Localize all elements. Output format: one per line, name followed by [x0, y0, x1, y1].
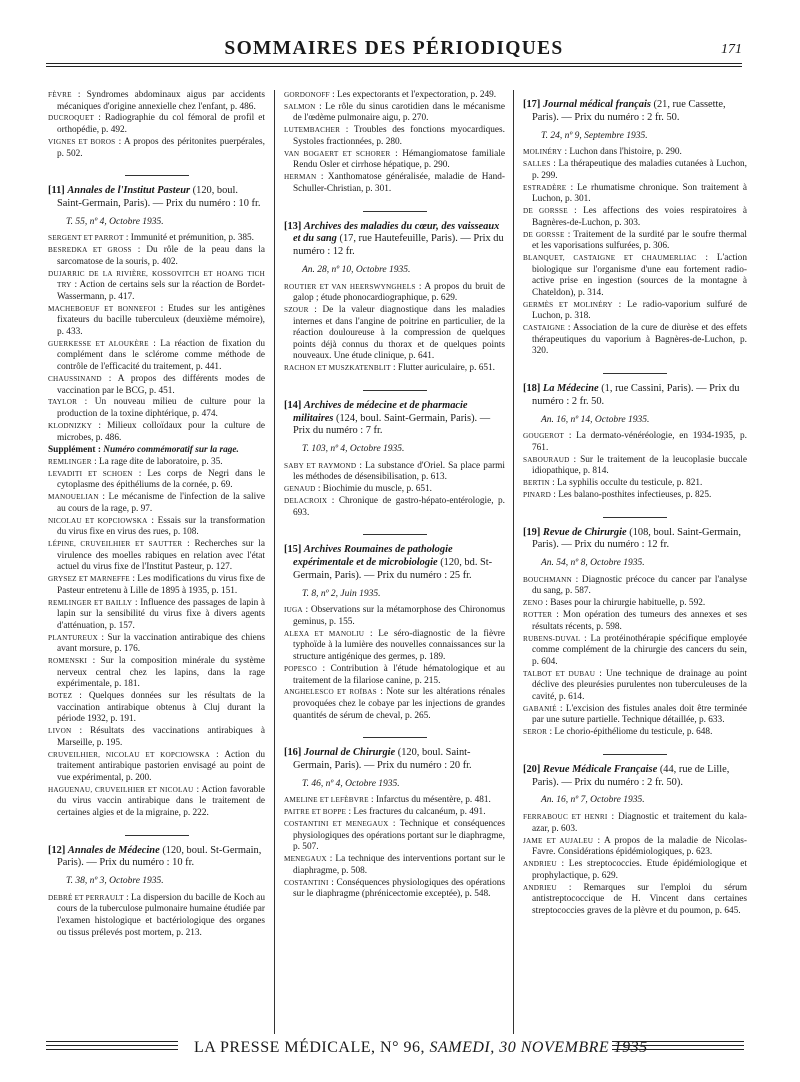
article-authors: LÉPINE, CRUVEILHIER ET SAUTTER [48, 540, 183, 549]
article-title: : Remarques sur l'emploi du sérum antistreptococcique de H. Vincent dans certaines streptococcies graves de la plèvre et du poumon, p. 645. [532, 882, 747, 916]
article-authors: FERRABOUC ET HENRI [523, 813, 608, 822]
article-entry [523, 575, 747, 598]
article-entry [284, 363, 505, 375]
article-title: : Le séro-diagnostic de la fièvre typhoïde à la lumière des nouvelles connaissances sur la structure antigénique des germes, p. 189. [293, 628, 505, 663]
article-entry [523, 859, 747, 882]
journal-number: [18] [523, 382, 541, 394]
article-authors: COSTANTINI [284, 878, 329, 887]
article-authors: AMELINE ET LEFÈBVRE [284, 796, 369, 805]
article-entry [284, 854, 505, 877]
article-title: : Hémangiomatose familiale Rendu Osler et cirrhose hépatique, p. 290. [293, 148, 505, 171]
article-entry [284, 605, 505, 628]
article-title: : Conséquences physiologiques des opérations sur le diaphragme (phrénicectomie exceptée), p. 548. [293, 877, 505, 900]
journal-address: (120, bd. St-Germain, Paris). — Prix du numéro : 25 fr. [293, 557, 493, 581]
section-separator [125, 835, 189, 836]
article-authors: DE GORSSE [523, 207, 568, 216]
journal-heading [284, 400, 505, 438]
article-title: : La rage dite de laboratoire, p. 35. [94, 456, 223, 467]
article-title: : Action du traitement antirabique pastorien envisagé au point de vue expérimental, p. 200. [57, 749, 265, 783]
article-authors: VIGNES ET BOROS [48, 137, 116, 146]
article-authors: ALEXA ET MANOLIU [284, 629, 365, 638]
page-header [46, 38, 742, 70]
journal-heading [523, 383, 747, 409]
footer-ornament-right [612, 1041, 744, 1050]
journal-address: (108, boul. Saint-Germain, Paris). — Prix du numéro : 12 fr. [532, 526, 741, 551]
column-divider [513, 90, 514, 1034]
article-title: : Quelques données sur les résultats de la vaccination antirabique obtenus à Cluj durant la période 1932, p. 191. [57, 691, 265, 725]
journal-number: [13] [284, 220, 302, 232]
article-authors: IUGA [284, 606, 303, 615]
article-authors: HAGUENAU, CRUVEILHIER ET NICOLAU [48, 785, 194, 794]
article-title: : Diagnostic précoce du cancer par l'analyse du sang, p. 587. [532, 574, 747, 597]
issue-line: T. 8, nº 2, Juin 1935. [302, 588, 381, 599]
article-title: : Un nouveau milieu de culture pour la production de la toxine diphtérique, p. 474. [57, 397, 265, 420]
article-entry [48, 397, 265, 420]
article-entry [284, 282, 505, 305]
article-authors: FÈVRE [48, 91, 72, 99]
page-number: 171 [721, 42, 742, 57]
issue-line: An. 54, nº 8, Octobre 1935. [541, 558, 645, 569]
article-entry [284, 795, 505, 807]
article-authors: ZENO [523, 599, 543, 608]
article-title: : Radiographie du col fémoral de profil et orthopédie, p. 492. [57, 113, 265, 136]
section-separator [363, 534, 427, 535]
article-entry [48, 516, 265, 539]
article-authors: GENAUD [284, 485, 316, 494]
article-authors: GABANIÉ [523, 704, 557, 713]
article-title: : La technique des interventions portant sur le diaphragme, p. 508. [293, 854, 505, 876]
article-entry [523, 478, 747, 490]
article-title: : Infarctus du mésentère, p. 481. [371, 795, 491, 806]
journal-title: Archives Roumaines de pathologie expérimentale et de microbiologie [293, 544, 453, 569]
journal-title: Revue de Chirurgie [542, 526, 627, 538]
article-entry [48, 421, 265, 444]
article-entry [284, 102, 505, 125]
article-title: : Du rôle de la peau dans la sarcomatose de la souris, p. 402. [57, 245, 265, 267]
supplement-heading [48, 445, 265, 457]
article-entry [523, 455, 747, 478]
article-title: : Troubles des fonctions myocardiques. Systoles fractionnées, p. 280. [293, 125, 505, 147]
article-title: : A propos des différents modes de vaccination par le BCG, p. 451. [57, 373, 265, 396]
journal-heading [284, 221, 505, 259]
article-authors: ESTRADÈRE [523, 183, 567, 192]
journal-number: [15] [284, 544, 302, 556]
article-title: : Diagnostic et traitement du kala-azar, p. 603. [532, 812, 747, 834]
article-authors: ANDRIEU [523, 860, 557, 869]
journal-heading [523, 99, 747, 125]
article-authors: ROMENSKI [48, 657, 88, 666]
article-authors: CRUVEILHIER, NICOLAU ET KOPCIOWSKA [48, 750, 211, 759]
article-authors: BERTIN [523, 479, 550, 488]
article-title: : Sur la composition minérale du système nerveux central chez les lapins, dans la rage expérimentale, p. 181. [57, 656, 265, 690]
article-entry [48, 339, 265, 374]
article-entry [48, 137, 265, 160]
article-entry [48, 750, 265, 785]
article-entry [48, 691, 265, 726]
issue-line: An. 28, nº 10, Octobre 1935. [302, 264, 411, 275]
journal-title: Archives de médecine et de pharmacie militaires [293, 399, 468, 424]
article-entry [284, 461, 505, 484]
article-title: : Biochimie du muscle, p. 651. [317, 484, 433, 495]
article-entry [48, 893, 265, 939]
article-authors: SEROR [523, 728, 548, 737]
issue-line: T. 46, nº 4, Octobre 1935. [302, 778, 400, 789]
column-divider [274, 90, 275, 1034]
article-title: : Le radio-vaporium sulfuré de Luchon, p. 318. [532, 299, 747, 322]
article-authors: LUTEMBACHER [284, 126, 341, 135]
article-title: : Les balano-posthites infectieuses, p. 825. [553, 490, 712, 500]
journal-address: (21, rue Cassette, Paris). — Prix du numéro : 2 fr. 50. [532, 99, 726, 123]
article-entry [523, 634, 747, 669]
article-authors: SERGENT ET PARROT [48, 234, 124, 243]
article-entry [284, 305, 505, 363]
article-title: : Les modifications du virus fixe de Pasteur entretenu à Lille de 1895 à 1935, p. 151. [57, 574, 265, 596]
page-footer [46, 1037, 744, 1065]
article-entry [48, 269, 265, 304]
journal-number: [12] [48, 844, 66, 856]
article-entry [523, 183, 747, 206]
article-title: : La syphilis occulte du testicule, p. 821. [552, 478, 703, 489]
article-title: : Les fractures du calcanéum, p. 491. [348, 807, 486, 818]
article-title: : Les streptococcies. Etude épidémiologique et prophylactique, p. 629. [532, 859, 747, 881]
journal-address: (124, boul. Saint-Germain, Paris). — Prix du numéro : 7 fr. [293, 412, 491, 437]
article-entry [48, 113, 265, 136]
article-entry [523, 300, 747, 323]
article-authors: BOTEZ [48, 692, 73, 701]
article-entry [523, 812, 747, 835]
article-authors: GERMÈS ET MOLINÉRY [523, 300, 613, 309]
article-authors: LEVADITI ET SCHOEN [48, 469, 133, 478]
article-authors: GRYSEZ ET MARNEFFE [48, 575, 130, 584]
article-entry [284, 629, 505, 664]
article-entry [523, 669, 747, 704]
section-separator [363, 737, 427, 738]
article-authors: ROTTER [523, 611, 553, 620]
article-title: : Contribution à l'étude hématologique et au traitement de la filariose canine, p. 215. [293, 663, 505, 686]
article-title: : Le rôle du sinus carotidien dans le mécanisme de l'œdème pulmonaire aigu, p. 270. [293, 101, 505, 124]
article-title: : De la valeur diagnostique dans les maladies internes et dans l'angine de poitrine en particulier, de la réaction douloureuse à la compression de quelques points déjà connus du thorax et de quelques points nouveaux. Une étude clinique, p. 641. [293, 305, 505, 362]
supplement-title: Numéro commémoratif sur la rage. [103, 445, 239, 456]
article-entry [48, 539, 265, 574]
article-title: : Flutter auriculaire, p. 651. [393, 363, 495, 374]
journal-title: Annales de Médecine [67, 844, 160, 856]
article-entry [284, 687, 505, 722]
article-entry [284, 125, 505, 148]
article-authors: SABY ET RAYMOND [284, 461, 357, 470]
column-3 [523, 90, 747, 1050]
section-separator [603, 517, 667, 518]
article-title: : Milieux colloïdaux pour la culture de microbes, p. 486. [57, 420, 265, 443]
journal-heading [523, 764, 747, 790]
article-entry [48, 304, 265, 339]
article-title: : Le mécanisme de l'infection de la salive au cours de la rage, p. 97. [57, 492, 265, 514]
article-entry [523, 883, 747, 918]
article-entry [48, 90, 265, 113]
journal-number: [20] [523, 763, 541, 775]
article-title: : A propos de la maladie de Nicolas-Favre. Considérations épidémiologiques, p. 623. [532, 835, 747, 858]
article-title: : Chronique de gastro-hépato-entérologie, p. 693. [293, 496, 505, 518]
footer-date: SAMEDI, 30 NOVEMBRE 1935 [429, 1039, 648, 1056]
journal-title: Revue Médicale Française [542, 763, 658, 775]
article-title: : A propos des péritonites puerpérales, p. 502. [57, 136, 265, 159]
header-rule-thin [46, 66, 742, 67]
article-title: : Bases pour la chirurgie habituelle, p. 592. [545, 598, 706, 609]
article-authors: SALLES [523, 160, 551, 169]
article-authors: HERMAN [284, 173, 317, 182]
article-authors: KLODNIZKY [48, 421, 93, 430]
article-authors: JAME ET AUJALEU [523, 836, 594, 845]
article-authors: BOUCHMANN [523, 575, 572, 584]
article-authors: ANGHELESCO ET ROÏBAS [284, 688, 377, 697]
article-title: : La dermato-vénéréologie, en 1934-1935, p. 761. [532, 431, 747, 453]
article-title: : Traitement de la surdité par le soufre thermal et les vaporisations sulfurées, p. 306. [532, 229, 747, 252]
article-authors: DUJARRIC DE LA RIVIÈRE, KOSSOVITCH ET HOANG TICH TRY [48, 269, 265, 290]
article-title: : Xanthomatose généralisée, maladie de Hand-Schuller-Christian, p. 301. [293, 172, 505, 194]
article-entry [48, 374, 265, 397]
article-title: : Sur le traitement de la leucoplasie buccale idiopathique, p. 814. [532, 454, 747, 477]
article-entry [48, 598, 265, 633]
article-title: : Syndromes abdominaux aigus par accidents mécaniques d'origine annexielle chez l'enfant, p. 486. [57, 90, 265, 112]
article-authors: ANDRIEU [523, 883, 557, 892]
article-title: : Observations sur la métamorphose des Chironomus geminus, p. 155. [293, 605, 505, 627]
article-authors: ROUTIER ET VAN HEERSWYNGHELS [284, 282, 416, 291]
article-authors: RACHON ET MUSZKATENBLIT [284, 364, 391, 373]
article-entry [48, 726, 265, 749]
journal-number: [19] [523, 526, 541, 538]
journal-title: Archives des maladies du cœur, des vaisseaux et du sang [293, 220, 500, 245]
journal-heading [48, 185, 265, 211]
article-entry [284, 496, 505, 519]
issue-line: T. 55, nº 4, Octobre 1935. [66, 216, 164, 227]
article-authors: VAN BOGAERT ET SCHORER [284, 149, 391, 158]
article-title: : Essais sur la transformation du virus fixe en virus des rues, p. 108. [57, 515, 265, 538]
section-separator [125, 175, 189, 176]
article-entry [48, 245, 265, 268]
article-entry [523, 431, 747, 454]
article-entry [48, 233, 265, 245]
article-entry [523, 704, 747, 727]
article-entry [523, 836, 747, 859]
article-entry [284, 664, 505, 687]
article-authors: SALMON [284, 102, 316, 111]
article-title: : Une technique de drainage au point déclive des pleurésies purulentes non tuberculeuses de la cavité, p. 614. [532, 668, 747, 702]
article-title: : La protéinothérapie spécifique employée comme complément de la chirurgie des cancers du sein, p. 604. [532, 633, 747, 667]
article-title: : Le chorio-épithéliome du testicule, p. 648. [549, 727, 713, 738]
article-authors: COSTANTINI ET MENEGAUX [284, 820, 389, 829]
column-1 [48, 90, 265, 1050]
journal-title: Journal de Chirurgie [303, 747, 396, 759]
article-title: : L'action biologique sur l'organisme d'une eau fortement radio-active prise en ingestion (sources de la montagne à Chateldon), p. 314. [532, 253, 747, 298]
article-entry [284, 819, 505, 854]
article-title: : Note sur les altérations rénales provoquées chez le cobaye par les injections de grandes quantités de sérum de cheval, p. 265. [293, 687, 505, 721]
article-title: : Sur la vaccination antirabique des chiens avant morsure, p. 176. [57, 632, 265, 655]
article-authors: PAITRE ET BOPPE [284, 808, 347, 817]
article-title: : A propos du bruit de galop ; étude phonocardiographique, p. 629. [293, 281, 505, 304]
article-title: : Action de certains sels sur la réaction de Bordet-Wassermann, p. 417. [57, 280, 265, 302]
article-entry [48, 469, 265, 492]
journal-title: La Médecine [542, 382, 599, 394]
journal-title: Journal médical français [542, 99, 651, 110]
article-entry [48, 633, 265, 656]
journal-address: (17, rue Hautefeuille, Paris). — Prix du numéro : 12 fr. [293, 233, 504, 258]
article-authors: REMLINGER ET BAILLY [48, 598, 133, 607]
journal-number: [11] [48, 185, 65, 197]
article-entry [284, 878, 505, 901]
article-authors: DUCROQUET [48, 114, 95, 123]
journal-address: (120, boul. St-Germain, Paris). — Prix du numéro : 10 fr. [57, 844, 262, 869]
article-entry [48, 492, 265, 515]
issue-line: An. 16, nº 14, Octobre 1935. [541, 414, 650, 425]
article-entry [523, 598, 747, 610]
article-title: : Immunité et prémunition, p. 385. [125, 233, 254, 244]
footer-ornament-left [46, 1041, 178, 1050]
article-title: : Résultats des vaccinations antirabiques à Marseille, p. 195. [57, 726, 265, 748]
article-authors: BESREDKA ET GROSS [48, 246, 132, 255]
footer-text [194, 1039, 648, 1057]
article-authors: REMLINGER [48, 457, 92, 466]
section-separator [603, 373, 667, 374]
article-authors: GOUGEROT [523, 432, 565, 441]
article-title: : Influence des passages de lapin à lapin sur la sensibilité du virus fixe à divers agents d'atténuation, p. 157. [57, 597, 265, 631]
article-title: : Les affections des voies respiratoires à Bagnères-de-Luchon, p. 303. [532, 206, 747, 228]
article-entry [523, 610, 747, 633]
article-authors: PLANTUREUX [48, 633, 98, 642]
article-authors: DE GORSSE [523, 230, 565, 239]
article-entry [523, 206, 747, 229]
article-entry [523, 230, 747, 253]
article-authors: SABOURAUD [523, 455, 570, 464]
article-authors: TALBOT ET DUBAU [523, 669, 596, 678]
article-entry [523, 323, 747, 358]
article-title: : Association de la cure de diurèse et des effets thérapeutiques du vaporium à Bagnères-de-Luchon, p. 320. [532, 323, 747, 357]
article-title: : Action favorable du virus vaccin antirabique dans le traitement de certaines algies et de la migraine, p. 222. [57, 784, 265, 819]
issue-line: T. 103, nº 4, Octobre 1935. [302, 444, 405, 455]
article-authors: SZOUR [284, 306, 309, 314]
column-2 [284, 90, 505, 1050]
article-title: : Mon opération des tumeurs des annexes et ses résultats récents, p. 598. [532, 610, 747, 632]
article-entry [523, 490, 747, 502]
header-rule [46, 63, 742, 64]
article-authors: DELACROIX [284, 497, 328, 506]
article-authors: PINARD [523, 491, 551, 499]
article-authors: MENEGAUX [284, 855, 327, 864]
section-separator [603, 754, 667, 755]
section-separator [363, 211, 427, 212]
article-title: : Etudes sur les antigènes fixateurs du bacille tuberculeux (deuxième mémoire), p. 433. [57, 303, 265, 337]
article-authors: MACHEBOEUF ET BONNEFOI [48, 304, 156, 313]
article-authors: CHAUSSINAND [48, 374, 102, 383]
journal-address: (44, rue de Lille, Paris). — Prix du numéro : 2 fr. 50). [532, 763, 730, 788]
article-title: : La réaction de fixation du complément dans le sclérome comme méthode de contrôle de l'efficacité du traitement, p. 441. [57, 338, 265, 373]
article-title: : La thérapeutique des maladies cutanées à Luchon, p. 299. [532, 159, 747, 181]
article-authors: LIVON [48, 727, 72, 736]
footer-number: N° 96, [380, 1039, 425, 1056]
article-authors: TAYLOR [48, 398, 78, 407]
article-title: : Luchon dans l'histoire, p. 290. [564, 147, 682, 158]
article-title: : Les corps de Negri dans le cytoplasme des épithéliums de la cornée, p. 69. [57, 468, 265, 491]
article-entry [284, 90, 505, 102]
article-entry [284, 172, 505, 195]
article-entry [523, 147, 747, 159]
article-authors: MANOUELIAN [48, 493, 99, 502]
article-entry [48, 785, 265, 820]
article-authors: MOLINÉRY [523, 148, 563, 157]
issue-line: T. 24, nº 9, Septembre 1935. [541, 130, 648, 141]
article-title: : La dispersion du bacille de Koch au cours de la tuberculose pulmonaire humaine étudiée par l'examen histologique et bactériologique des organes ou tissus prélevés post mortem, p. 213. [57, 892, 265, 938]
journal-heading [523, 527, 747, 553]
article-authors: BLANQUET, CASTAIGNE ET CHAUMERLIAC [523, 254, 697, 263]
article-authors: RUBENS-DUVAL [523, 634, 581, 643]
journal-number: [17] [523, 99, 541, 110]
article-entry [284, 484, 505, 496]
article-title: : Les expectorants et l'expectoration, p. 249. [332, 90, 497, 100]
article-authors: NICOLAU ET KOPCIOWSKA [48, 516, 148, 525]
article-title: : Technique et conséquences physiologiques des opérations portant sur le diaphragme, p. 507. [293, 819, 505, 853]
journal-address: (1, rue Cassini, Paris). — Prix du numéro : 2 fr. 50. [532, 382, 740, 407]
page-title: SOMMAIRES DES PÉRIODIQUES [224, 38, 564, 59]
article-authors: GUERKESSE ET ALOUKÈRE [48, 339, 149, 348]
article-entry [523, 253, 747, 299]
article-authors: GORDONOFF [284, 91, 330, 99]
journal-heading [284, 544, 505, 582]
journal-address: (120, boul. Saint-Germain, Paris). — Prix du numéro : 10 fr. [57, 185, 261, 209]
article-title: : Recherches sur la virulence des moelles rabiques en relation avec l'état actuel du virus fixe de l'Institut Pasteur, p. 127. [57, 539, 265, 573]
issue-line: T. 38, nº 3, Octobre 1935. [66, 876, 164, 887]
article-entry [284, 149, 505, 172]
section-separator [363, 390, 427, 391]
issue-line: An. 16, nº 7, Octobre 1935. [541, 795, 645, 806]
article-entry [48, 656, 265, 691]
article-entry [48, 457, 265, 469]
article-title: : Le rhumatisme chronique. Son traitement à Luchon, p. 301. [532, 182, 747, 205]
article-authors: POPESCO [284, 664, 317, 673]
article-entry [48, 574, 265, 597]
article-title: : La substance d'Oriel. Sa place parmi les méthodes de désensibilisation, p. 613. [293, 460, 505, 483]
article-entry [523, 727, 747, 739]
article-entry [284, 807, 505, 819]
article-title: : L'excision des fistules anales doit être terminée par une suture partielle. Technique détaillée, p. 633. [532, 703, 747, 726]
supplement-label: Supplément : [48, 445, 101, 456]
article-authors: DEBRÉ ET PERRAULT [48, 893, 124, 902]
article-authors: CASTAIGNE [523, 324, 565, 333]
journal-heading [48, 845, 265, 871]
journal-address: (120, boul. Saint-Germain, Paris). — Prix du numéro : 20 fr. [293, 747, 472, 772]
journal-heading [284, 747, 505, 773]
journal-title: Annales de l'Institut Pasteur [67, 185, 191, 197]
journal-number: [14] [284, 399, 302, 411]
footer-journal: LA PRESSE MÉDICALE, [194, 1039, 376, 1056]
journal-number: [16] [284, 747, 302, 759]
article-entry [523, 159, 747, 182]
